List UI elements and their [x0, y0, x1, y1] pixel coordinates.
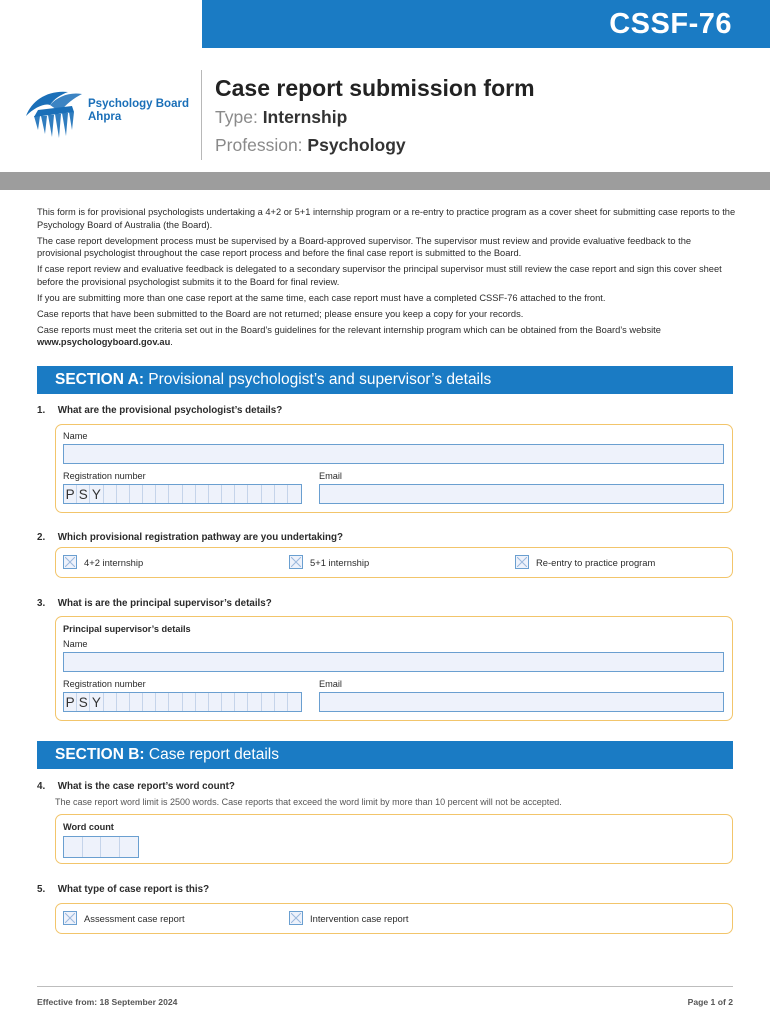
header-band	[0, 172, 770, 190]
psychology-board-logo	[24, 86, 194, 146]
checkbox-cross-icon	[291, 557, 301, 567]
provisional-details-panel	[55, 424, 733, 513]
section-a-header	[37, 366, 733, 394]
word-count-cell	[101, 837, 120, 857]
profession-value: Psychology	[307, 135, 406, 155]
panel-title: Principal supervisor’s details	[63, 624, 191, 634]
supervisor-registration-input[interactable]	[63, 692, 302, 712]
word-count-cell	[83, 837, 102, 857]
reg-cell	[196, 485, 209, 503]
header-divider	[201, 70, 202, 160]
reg-cell	[209, 485, 222, 503]
profession-line	[215, 135, 406, 156]
intro-paragraph-text: Case reports must meet the criteria set out in the Board’s guidelines for the relevant internship program which can be obtained from the Board’s website	[37, 324, 661, 335]
reg-cell	[183, 693, 196, 711]
checkbox-cross-icon	[65, 557, 75, 567]
form-code: CSSF-76	[609, 8, 732, 40]
reg-cell	[222, 693, 235, 711]
section-b-header	[37, 741, 733, 769]
reg-cell	[235, 485, 248, 503]
question-number: 2.	[37, 532, 46, 543]
question-1	[37, 405, 282, 416]
reg-cell	[248, 693, 261, 711]
checkbox[interactable]	[289, 555, 303, 569]
reg-cell: Y	[90, 485, 103, 503]
question-4	[37, 781, 235, 792]
word-count-cell	[64, 837, 83, 857]
logo-line-2: Ahpra	[88, 111, 122, 123]
option-label: 5+1 internship	[310, 556, 370, 568]
question-number: 5.	[37, 884, 46, 895]
intro-paragraph: The case report development process must be supervised by a Board-approved supervisor. The supervisor must review and provide evaluative feedback to the provisional psychologist throughout the case report process and before the final case report is submitted to the Board.	[37, 235, 692, 258]
reg-cell	[275, 693, 288, 711]
reg-cell	[130, 693, 143, 711]
reg-cell	[143, 485, 156, 503]
word-limit-note: The case report word limit is 2500 words. Case reports that exceed the word limit by more than 10 percent will not be accepted.	[55, 797, 562, 807]
checkbox[interactable]	[63, 555, 77, 569]
type-line	[215, 107, 347, 128]
word-count-input[interactable]	[63, 836, 139, 858]
report-type-intervention[interactable]	[289, 911, 409, 925]
intro-period: .	[170, 337, 173, 347]
supervisor-email-input[interactable]	[319, 692, 724, 712]
reg-cell	[262, 693, 275, 711]
question-number: 1.	[37, 405, 46, 416]
reg-cell	[235, 693, 248, 711]
logo-line-1: Psychology Board	[88, 98, 189, 110]
reg-cell	[143, 693, 156, 711]
reg-cell	[156, 693, 169, 711]
name-label: Name	[63, 639, 88, 649]
question-number: 3.	[37, 598, 46, 609]
website-link[interactable]: www.psychologyboard.gov.au	[37, 337, 171, 347]
registration-label: Registration number	[63, 679, 146, 689]
email-label: Email	[319, 471, 342, 481]
section-b-title: Case report details	[148, 746, 279, 763]
reg-cell	[262, 485, 275, 503]
registration-number-input[interactable]	[63, 484, 302, 504]
intro-paragraph: If case report review and evaluative feedback is delegated to a secondary supervisor the principal supervisor must still review the case report and sign this cover sheet before the provisional psychologist submits it to the Board for final review.	[37, 264, 722, 287]
reg-cell	[104, 693, 117, 711]
page-title: Case report submission form	[215, 75, 535, 101]
supervisor-name-input[interactable]	[63, 652, 724, 672]
name-input[interactable]	[63, 444, 724, 464]
pathway-option-4plus2[interactable]	[63, 555, 143, 569]
reg-cell	[169, 485, 182, 503]
pathway-option-5plus1[interactable]	[289, 555, 369, 569]
checkbox-cross-icon	[291, 913, 301, 923]
reg-cell	[288, 485, 301, 503]
reg-cell	[117, 485, 130, 503]
report-type-panel	[55, 903, 733, 934]
intro-text	[37, 206, 737, 352]
reg-cell	[288, 693, 301, 711]
page-number: Page 1 of 2	[687, 997, 733, 1007]
intro-paragraph	[37, 324, 737, 349]
reg-cell	[169, 693, 182, 711]
word-count-cell	[120, 837, 139, 857]
reg-cell	[130, 485, 143, 503]
effective-date: Effective from: 18 September 2024	[37, 997, 178, 1007]
header-bar	[202, 0, 770, 48]
profession-label: Profession:	[215, 135, 303, 155]
question-text: What are the provisional psychologist’s details?	[57, 405, 283, 416]
reg-cell: S	[77, 693, 90, 711]
email-input[interactable]	[319, 484, 724, 504]
question-text: Which provisional registration pathway are you undertaking?	[57, 532, 343, 543]
pathway-panel	[55, 547, 733, 578]
question-text: What type of case report is this?	[57, 884, 210, 895]
question-5	[37, 884, 209, 895]
reg-cell	[209, 693, 222, 711]
type-label: Type:	[215, 107, 258, 127]
question-text: What is are the principal supervisor’s details?	[57, 598, 272, 609]
pathway-option-reentry[interactable]	[515, 555, 655, 569]
word-count-panel	[55, 814, 733, 864]
question-3	[37, 598, 272, 609]
section-a-prefix: SECTION A:	[55, 371, 144, 388]
checkbox[interactable]	[289, 911, 303, 925]
reg-cell	[248, 485, 261, 503]
registration-label: Registration number	[63, 471, 146, 481]
reg-cell	[156, 485, 169, 503]
option-label: Re-entry to practice program	[536, 556, 656, 568]
reg-cell	[117, 693, 130, 711]
question-text: What is the case report’s word count?	[57, 781, 235, 792]
footer-divider	[37, 986, 733, 987]
section-a-title: Provisional psychologist’s and supervisor’s details	[148, 371, 492, 388]
reg-cell: Y	[90, 693, 103, 711]
option-label: 4+2 internship	[84, 556, 144, 568]
reg-cell	[104, 485, 117, 503]
reg-cell: P	[64, 693, 77, 711]
reg-cell	[183, 485, 196, 503]
option-label: Intervention case report	[310, 912, 409, 924]
report-type-assessment[interactable]	[63, 911, 185, 925]
checkbox[interactable]	[63, 911, 77, 925]
wing-logo-icon	[24, 86, 86, 142]
type-value: Internship	[262, 107, 348, 127]
panel-title: Word count	[63, 822, 114, 832]
question-number: 4.	[37, 781, 46, 792]
reg-cell: P	[64, 485, 77, 503]
name-label: Name	[63, 431, 88, 441]
checkbox-cross-icon	[65, 913, 75, 923]
intro-paragraph: Case reports that have been submitted to the Board are not returned; please ensure you keep a copy for your records.	[37, 308, 524, 319]
checkbox-cross-icon	[517, 557, 527, 567]
supervisor-details-panel	[55, 616, 733, 721]
reg-cell: S	[77, 485, 90, 503]
question-2	[37, 532, 343, 543]
section-b-prefix: SECTION B:	[55, 746, 145, 763]
reg-cell	[196, 693, 209, 711]
email-label: Email	[319, 679, 342, 689]
intro-paragraph: This form is for provisional psychologists undertaking a 4+2 or 5+1 internship program or a re-entry to practice program as a cover sheet for submitting case reports to the Psychology Board of Australia (the Board).	[37, 207, 736, 230]
reg-cell	[222, 485, 235, 503]
reg-cell	[275, 485, 288, 503]
option-label: Assessment case report	[84, 912, 185, 924]
intro-paragraph: If you are submitting more than one case report at the same time, each case report must have a completed CSSF-76 attached to the front.	[37, 292, 606, 303]
checkbox[interactable]	[515, 555, 529, 569]
